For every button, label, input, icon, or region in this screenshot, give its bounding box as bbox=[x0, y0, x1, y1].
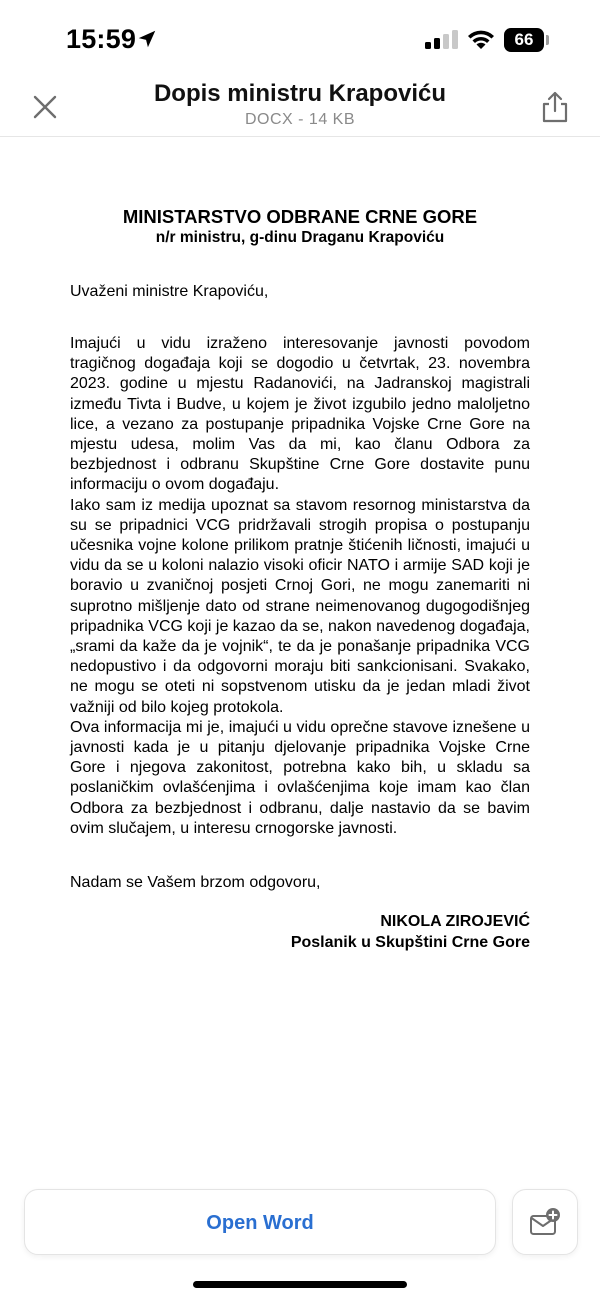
battery-icon: 66 bbox=[504, 28, 544, 52]
recipient-name: n/r ministru, g-dinu Draganu Krapoviću bbox=[155, 229, 445, 246]
paragraph: Iako sam iz medija upoznat sa stavom resornog ministarstva da su se pripadnici VCG pridržavali strogih propisa o postupanju učesnika vojne kolone prilikom pratnje štićenih ličnosti, imajući u vidu da se u koloni nalazio visoki oficir NATO i armije SAD koji je boravio u zvaničnoj posjeti Crnoj Gori, ne mogu zanemariti ni suprotno mišljenje dato od strane neimenovanog dugogodišnjeg pripadnika VCG koji je kazao da se, nakon navedenog događaja, „srami da kaže da je vojnik“, te da je ponašanje pripadnika VCG nedopustivo i da odgovorni moraju biti sankcionisani. Svakako, ne mogu se oteti ni sopstvenom utisku da je jedan mladi život važniji od bilo kojeg protokola. bbox=[70, 496, 530, 716]
document-body bbox=[70, 206, 530, 953]
nav-bar bbox=[0, 80, 600, 137]
document-meta: DOCX - 14 KB bbox=[244, 111, 356, 128]
letter-paragraphs bbox=[70, 334, 530, 839]
share-icon[interactable] bbox=[538, 90, 572, 124]
salutation: Uvaženi ministre Krapoviću, bbox=[70, 283, 269, 300]
location-arrow-icon bbox=[136, 28, 158, 50]
bottom-bar bbox=[0, 1186, 600, 1300]
document-header bbox=[70, 206, 530, 248]
paragraph: Ova informacija mi je, imajući u vidu oprečne stavove iznešene u javnosti kada je u pitanju djelovanje pripadnika Vojske Crne Gore i njegova zakonitost, potrebna kako bih, u skladu sa poslaničkim ovlašćenjima i ovlašćenjima koje imam kao član Odbora za bezbjednost i odbranu, dalje nastavio da se bavim ovim slučajem, u interesu crnogorske javnosti. bbox=[70, 718, 530, 837]
signature-title: Poslanik u Skupštini Crne Gore bbox=[290, 934, 530, 952]
signature-name: NIKOLA ZIROJEVIĆ bbox=[380, 913, 530, 931]
document-title: Dopis ministru Krapoviću bbox=[153, 80, 447, 107]
closing-line: Nadam se Vašem brzom odgovoru, bbox=[70, 874, 321, 892]
paragraph: Imajući u vidu izraženo interesovanje javnosti povodom tragičnog događaja koji se dogodio u četvrtak, 23. novembra 2023. godine u mjestu Radanovići, na Jadranskoj magistrali između Tivta i Budve, u kojem je život izgubilo jedno maloljetno lice, a vezano za postupanje pripadnika Vojske Crne Gore na mjestu udesa, molim Vas da mi, kao članu Odbora za bezbjednost i odbranu Skupštine Crne Gore dostavite punu informaciju o ovom događaju. bbox=[70, 335, 530, 494]
mail-add-icon bbox=[529, 1207, 561, 1237]
recipient-ministry: MINISTARSTVO ODBRANE CRNE GORE bbox=[122, 206, 478, 227]
mail-button[interactable] bbox=[512, 1189, 578, 1255]
battery-cap bbox=[546, 35, 549, 45]
open-word-button[interactable]: Open Word bbox=[24, 1189, 496, 1255]
status-time: 15:59 bbox=[66, 24, 137, 54]
signature bbox=[70, 911, 530, 953]
signal-icon bbox=[425, 30, 459, 50]
status-bar bbox=[0, 0, 600, 80]
home-indicator bbox=[193, 1281, 407, 1288]
wifi-icon bbox=[466, 28, 496, 50]
